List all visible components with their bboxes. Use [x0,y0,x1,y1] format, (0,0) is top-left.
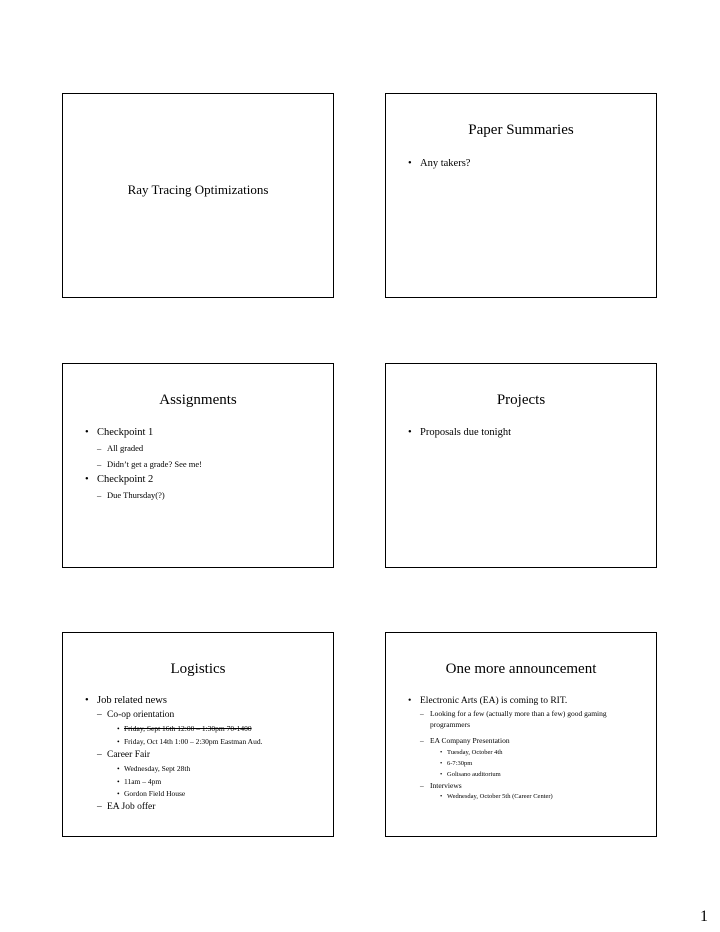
sub-sub-bullet-item: • Wednesday, October 5th (Career Center) [408,792,644,802]
bullet-item: • Checkpoint 1 [85,426,321,440]
bullet-item: • Checkpoint 2 [85,473,321,487]
slide-2 [385,93,657,298]
page-number: 1 [700,908,708,925]
sub-bullet-item: – EA Job offer [85,801,321,814]
slide-3 [62,363,334,568]
bullet-item: • Any takers? [408,157,644,171]
sub-sub-bullet-item: • Friday, Sept 16th 12:00 – 1:30pm 70-1400 [85,723,321,735]
sub-bullet-item: – Co-op orientation [85,709,321,722]
sub-sub-bullet-item: • Golisano auditorium [408,770,644,780]
slide-1 [62,93,334,298]
bullet-item: • Electronic Arts (EA) is coming to RIT. [408,694,644,708]
slide-title: Assignments [159,392,237,408]
sub-bullet-item: – Didn’t get a grade? See me! [85,458,321,470]
sub-bullet-item: – Interviews [408,781,644,792]
sub-sub-bullet-item: • Tuesday, October 4th [408,748,644,758]
sub-sub-bullet-item: • Gordon Field House [85,788,321,800]
slide-title: One more announcement [445,661,597,677]
sub-bullet-item: – EA Company Presentation [408,736,644,747]
slide-title: Logistics [170,661,226,677]
bullet-item: • Proposals due tonight [408,426,644,440]
slide-4 [385,363,657,568]
sub-sub-bullet-item: • 6-7:30pm [408,759,644,769]
sub-bullet-item: – Due Thursday(?) [85,489,321,501]
sub-sub-bullet-item: • Friday, Oct 14th 1:00 – 2:30pm Eastman Aud. [85,736,321,748]
slide-title: Projects [496,392,546,408]
slide-title: Paper Summaries [468,122,574,138]
sub-sub-bullet-item: • Wednesday, Sept 28th [85,763,321,775]
sub-bullet-item: – Looking for a few (actually more than a few) good gaming programmers [408,709,644,730]
slide-title: Ray Tracing Optimizations [127,182,269,197]
sub-sub-bullet-item: • 11am – 4pm [85,776,321,788]
sub-bullet-item: – All graded [85,442,321,454]
sub-bullet-item: – Career Fair [85,749,321,762]
slide-6 [385,632,657,837]
bullet-item: • Job related news [85,694,321,708]
slide-5 [62,632,334,837]
